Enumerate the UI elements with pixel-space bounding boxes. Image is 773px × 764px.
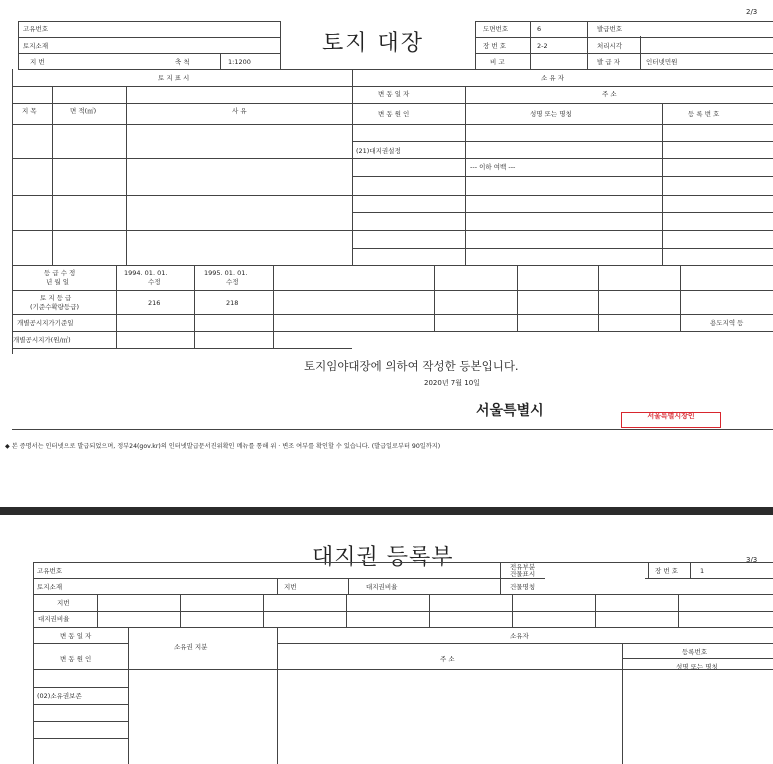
map-no-label: 도면번호 [483, 25, 509, 33]
owner-header: 소 유 자 [541, 74, 564, 82]
sheet-no-label: 장 번 호 [655, 567, 678, 575]
grade-date1-sub: 수정 [148, 278, 161, 286]
col-reason: 사 유 [232, 107, 247, 115]
seal-text: 서울특별시장인 [647, 412, 695, 420]
col-change-date: 변 동 일 자 [60, 632, 92, 640]
land-grade-label2: (기준수확량등급) [30, 303, 80, 311]
col-address: 주 소 [440, 655, 455, 663]
issue-date: 2020년 7월 10일 [424, 379, 480, 387]
redaction [466, 127, 661, 140]
col-change-date: 변 동 일 자 [378, 90, 410, 98]
sheet-no-label: 장 번 호 [483, 42, 506, 50]
issuer-city: 서울특별시 [476, 403, 544, 419]
land-location-label: 토지소재 [37, 583, 63, 591]
redaction [560, 402, 620, 424]
col-address: 주 소 [602, 90, 617, 98]
redaction [80, 563, 276, 577]
grade-value1: 216 [148, 299, 161, 307]
col-area: 면 적(㎡) [70, 107, 97, 115]
land-grade-label1: 토 지 등 급 [40, 294, 72, 302]
sheet-no-value: 2-2 [537, 42, 548, 50]
grade-date1: 1994. 01. 01. [124, 269, 168, 277]
entry-cause: (02)소유권보존 [37, 692, 82, 700]
land-right-register-document [0, 545, 773, 764]
land-display-header: 토 지 표 시 [158, 74, 190, 82]
grade-date2-sub: 수정 [226, 278, 239, 286]
document-title: 대지권 등록부 [312, 545, 454, 570]
col-land-category: 지 목 [22, 107, 37, 115]
col-change-cause: 변 동 원 인 [60, 655, 92, 663]
land-location-label: 토지소재 [23, 42, 49, 50]
page-number: 3/3 [746, 556, 758, 564]
redaction [300, 579, 347, 593]
land-right-ratio-header-label: 대지권비율 [366, 583, 398, 591]
redaction [640, 22, 760, 36]
remarks-label: 비 고 [490, 58, 505, 66]
exclusive-part-label1: 전유부분 [510, 563, 536, 571]
page-separator [0, 507, 773, 515]
map-no-value: 6 [537, 25, 542, 33]
document-title: 토지 대장 [322, 31, 425, 56]
redaction [80, 579, 276, 593]
col-change-cause: 변 동 원 인 [378, 110, 410, 118]
processing-time-label: 처리시각 [597, 42, 623, 50]
scale-value: 1:1200 [228, 58, 251, 66]
row-land-right-ratio: 대지권비율 [38, 615, 70, 623]
entry-cause: (21)대지권설정 [356, 147, 401, 155]
unique-no-label: 고유번호 [37, 567, 63, 575]
redaction [55, 54, 145, 68]
grade-row-label1: 등 급 수 정 [44, 269, 76, 277]
blank-note: --- 이하 여백 --- [470, 163, 516, 171]
redaction [420, 579, 498, 593]
official-price: 개별공시지가(원/㎡) [13, 336, 71, 344]
sheet-no-value: 1 [700, 567, 705, 575]
row-lot-no: 지번 [57, 599, 70, 607]
issuer-value: 인터넷민원 [646, 58, 678, 66]
grade-row-label2: 년 월 일 [46, 278, 69, 286]
col-name: 성명 또는 명칭 [676, 663, 718, 671]
grade-date2: 1995. 01. 01. [204, 269, 248, 277]
col-reg-no: 등록번호 [682, 648, 708, 656]
exclusive-part-label2: 건물표시 [510, 570, 536, 578]
col-owner: 소유자 [510, 632, 529, 640]
footnote: ◆ 본 증명서는 인터넷으로 발급되었으며, 정부24(gov.kr)의 인터넷발급문서진위확인 메뉴를 통해 위 · 변조 여부를 확인할 수 있습니다. (발급일로부터 90일까지) [5, 443, 441, 450]
redaction [624, 671, 772, 703]
unique-no-label: 고유번호 [23, 25, 49, 33]
issue-no-label: 발급번호 [597, 25, 623, 33]
col-name: 성명 또는 명칭 [530, 110, 572, 118]
official-price-base-date: 개별공시지가기준일 [17, 319, 74, 327]
redaction [74, 22, 279, 36]
redaction [355, 127, 465, 140]
grade-value2: 218 [226, 299, 239, 307]
redaction [130, 671, 276, 703]
redaction [280, 671, 620, 703]
building-name-label: 건물명칭 [510, 583, 536, 591]
col-reg-no: 등 록 번 호 [688, 110, 720, 118]
redaction [545, 563, 645, 593]
lot-no-label: 지 번 [30, 58, 45, 66]
col-ownership-share: 소유권 지분 [174, 643, 208, 651]
redaction [74, 38, 279, 52]
use-zone: 용도지역 등 [710, 319, 744, 327]
scale-label: 축 척 [175, 58, 190, 66]
page-number: 2/3 [746, 8, 758, 16]
issuer-label: 발 급 자 [597, 58, 620, 66]
certify-text: 토지임야대장에 의하여 작성한 등본입니다. [304, 359, 519, 373]
lot-no-header-label: 지번 [284, 583, 297, 591]
official-seal [621, 412, 721, 428]
